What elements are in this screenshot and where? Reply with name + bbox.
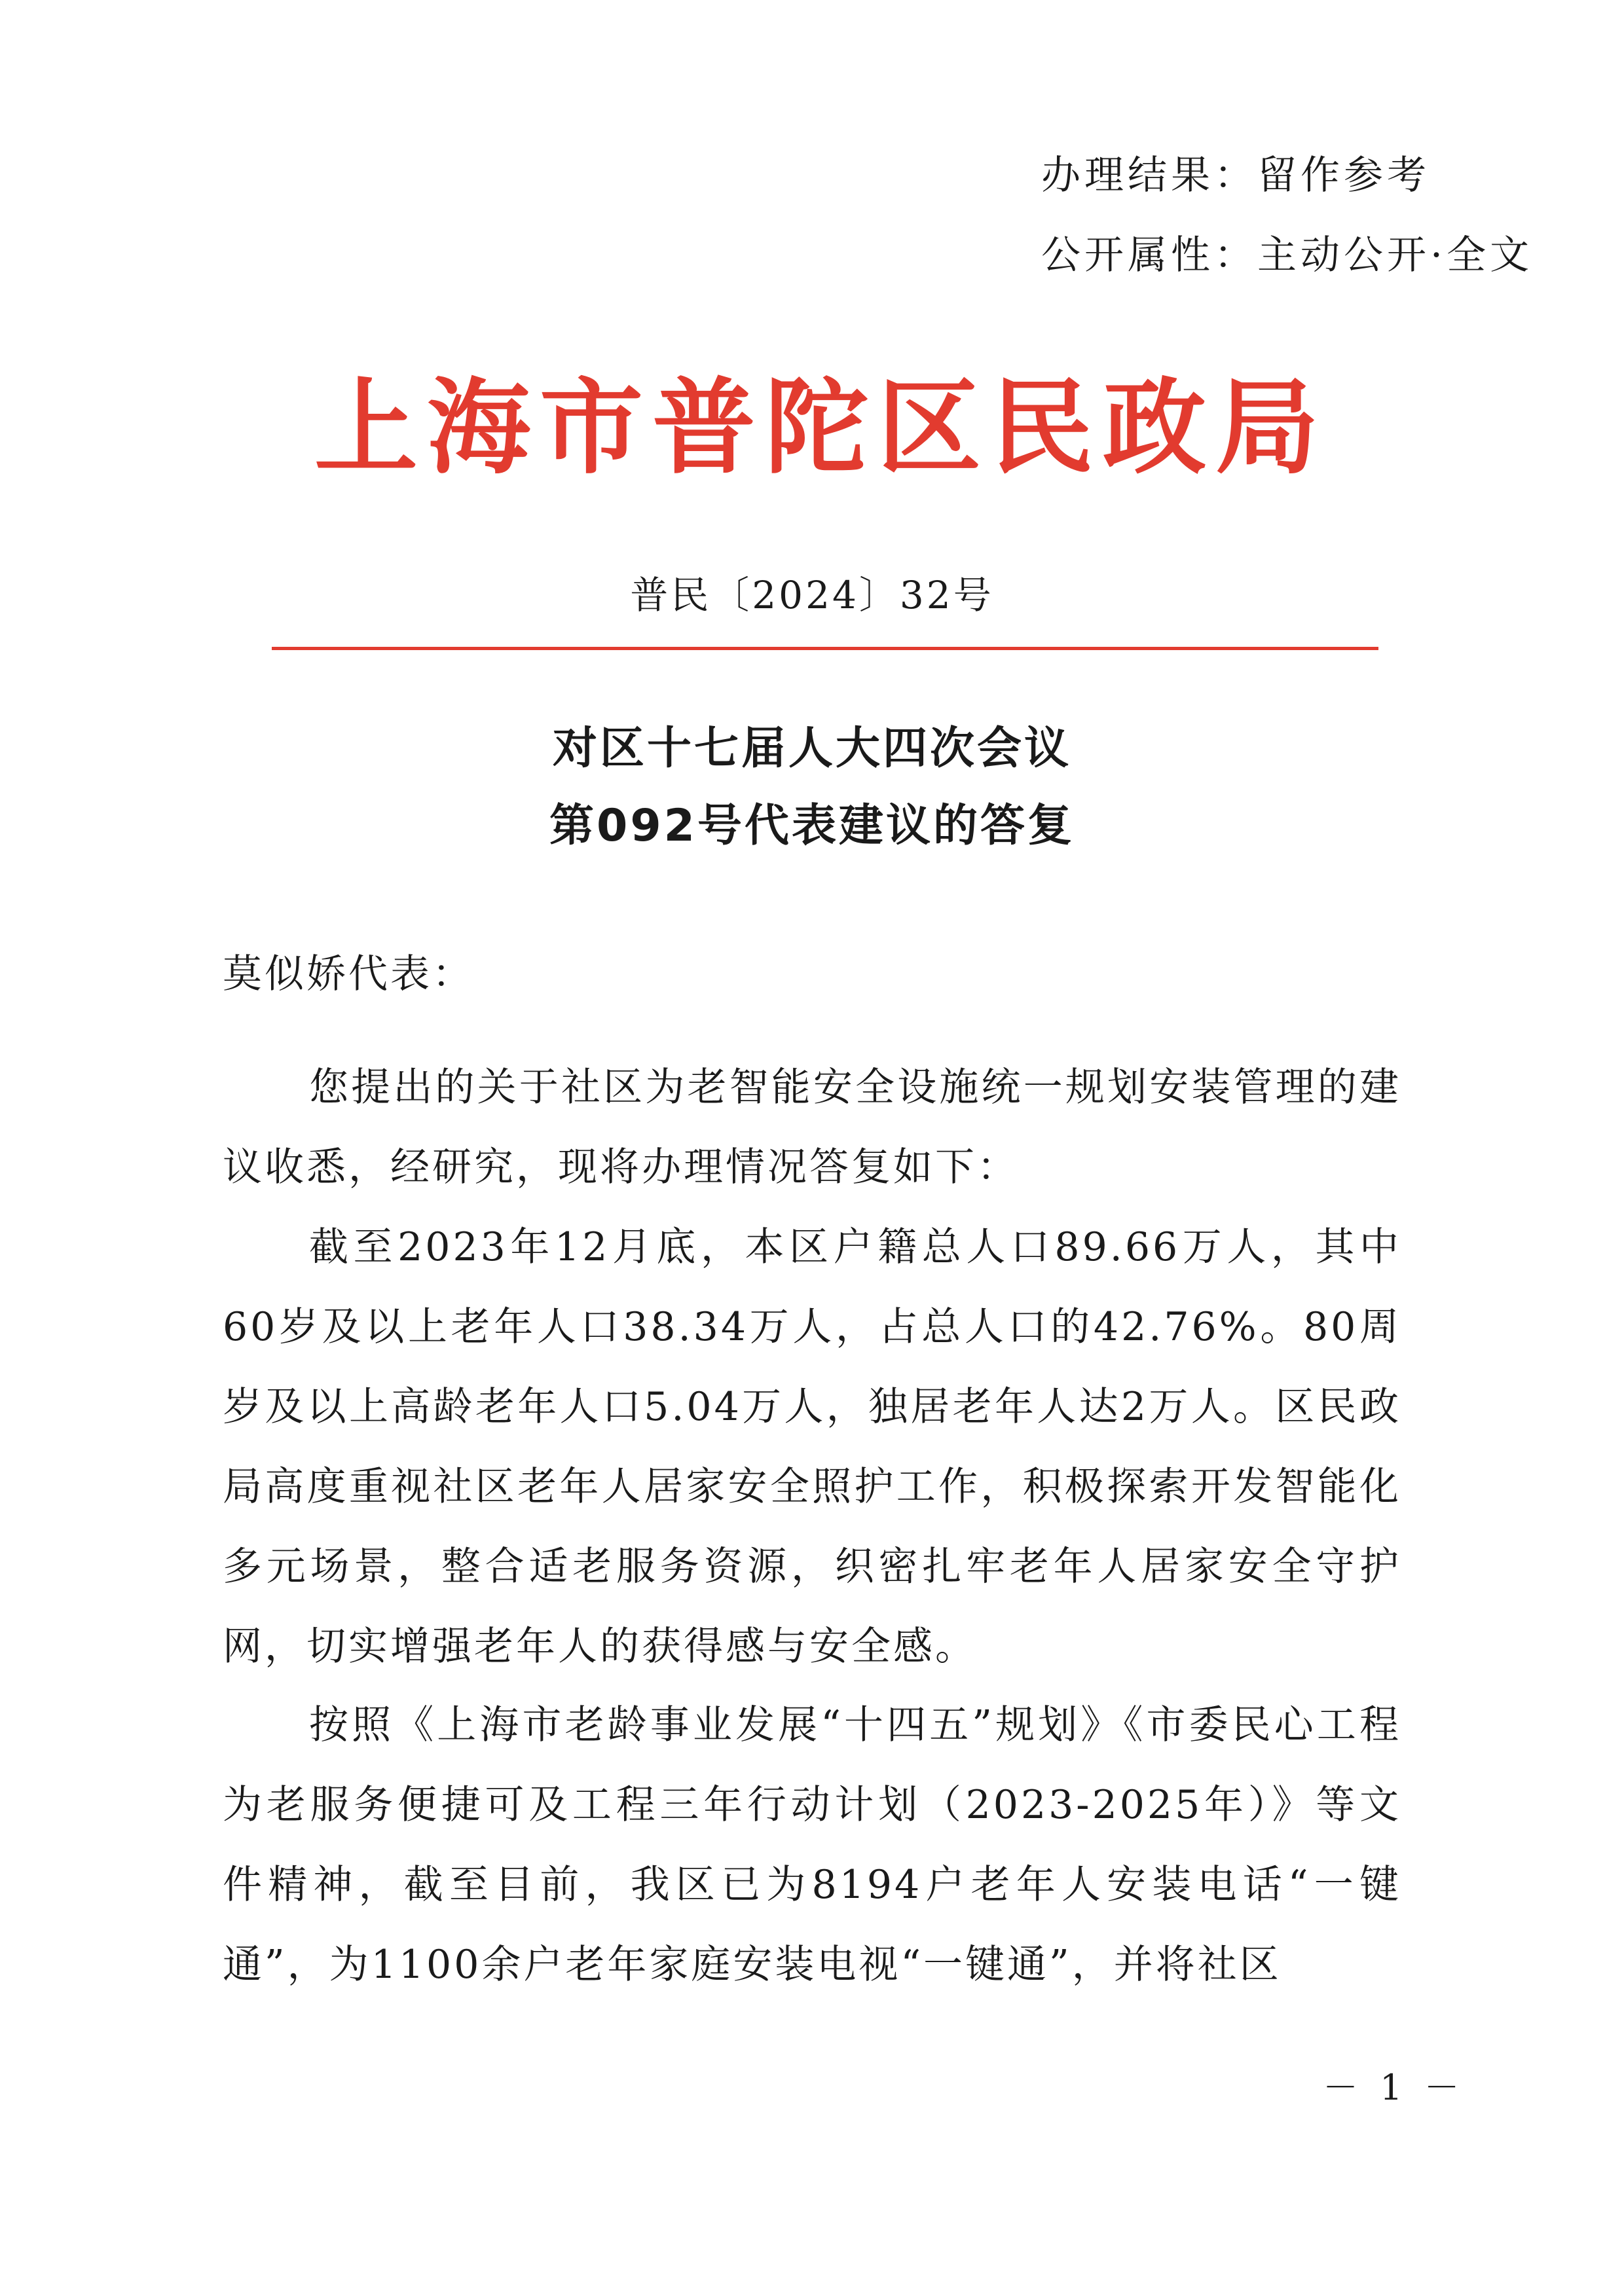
agency-letterhead: 上海市普陀区民政局 xyxy=(314,368,1328,488)
body-paragraph: 按照《上海市老龄事业发展“十四五”规划》《市委民心工程为老服务便捷可及工程三年行动计划（2023-2025年）》等文件精神，截至目前，我区已为8194户老年人安装电话“一键通”，为1100余户老年家庭安装电视“一键通”，并将社区 xyxy=(223,1702,1401,1988)
page-number: － 1 － xyxy=(1323,2067,1465,2108)
document-title-line-1: 对区十七届人大四次会议 xyxy=(552,723,1071,774)
body-paragraph: 截至2023年12月底，本区户籍总人口89.66万人，其中60岁及以上老年人口38.34万人，占总人口的42.76%。80周岁及以上高龄老年人口5.04万人，独居老年人达2万人。区民政局高度重视社区老年人居家安全照护工作，积极探索开发智能化多元场景，整合适老服务资源，织密扎牢老年人居家安全守护网，切实增强老年人的获得感与安全感。 xyxy=(223,1224,1401,1669)
document-number: 普民〔2024〕32号 xyxy=(630,573,994,617)
document-title-line-2: 第092号代表建议的答复 xyxy=(549,800,1075,852)
salutation: 莫似娇代表： xyxy=(223,951,474,997)
disclosure-attribute: 公开属性：主动公开·全文 xyxy=(1041,232,1534,278)
handling-result: 办理结果：留作参考 xyxy=(1041,153,1430,198)
body-paragraph: 您提出的关于社区为老智能安全设施统一规划安装管理的建议收悉，经研究，现将办理情况答复如下： xyxy=(223,1065,1401,1190)
red-divider-line xyxy=(272,647,1378,650)
